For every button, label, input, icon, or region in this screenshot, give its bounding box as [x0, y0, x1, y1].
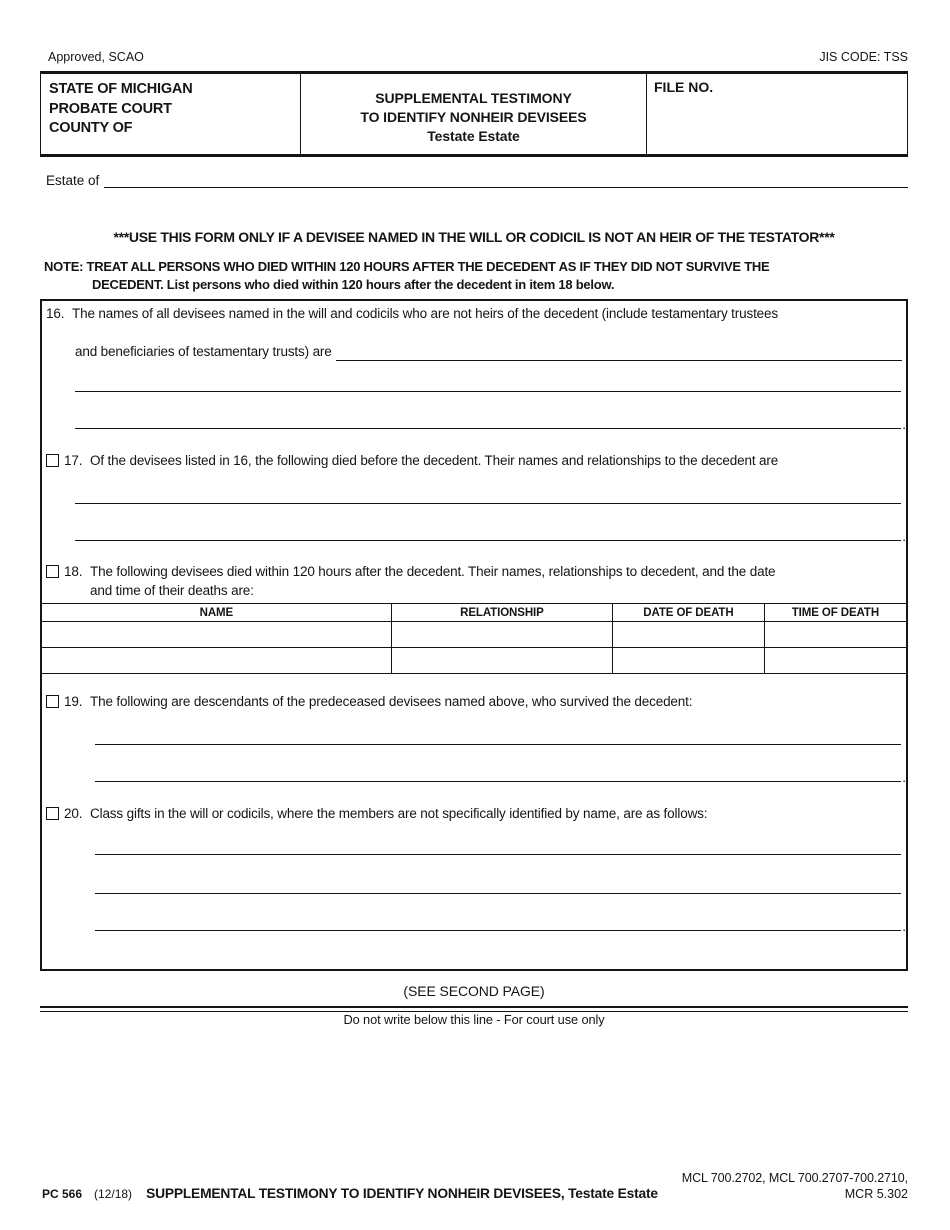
- county-line[interactable]: COUNTY OF: [49, 120, 133, 136]
- estate-of-label: Estate of: [46, 173, 100, 188]
- item-20-number: 20.: [64, 806, 83, 821]
- form-revision: (12/18): [94, 1187, 133, 1201]
- item-19-row: [42, 692, 906, 711]
- item-20-row: [42, 804, 906, 823]
- item-16-field-line2[interactable]: [75, 391, 901, 392]
- court-cell: [41, 74, 301, 154]
- line-end-period: .: [902, 417, 906, 432]
- form-title-line1: SUPPLEMENTAL TESTIMONY: [375, 90, 572, 106]
- col-header-name: NAME: [42, 604, 391, 622]
- state-line: STATE OF MICHIGAN: [49, 81, 193, 97]
- item-20-field-line1[interactable]: [95, 854, 901, 855]
- line-end-period: .: [902, 919, 906, 934]
- line-end-period: .: [902, 770, 906, 785]
- item-17-number: 17.: [64, 453, 83, 468]
- item-17-text: Of the devisees listed in 16, the following died before the decedent. Their names and relationships to the decedent are: [90, 453, 779, 468]
- item-19-field-line2[interactable]: [95, 770, 906, 785]
- item-20-field-line3[interactable]: [95, 919, 906, 934]
- item-20-field-line2[interactable]: [95, 893, 901, 894]
- cell-time-of-death-1[interactable]: [764, 622, 906, 648]
- item-19-number: 19.: [64, 694, 83, 709]
- see-second-page-note: (SEE SECOND PAGE): [403, 983, 545, 999]
- form-title-line2: TO IDENTIFY NONHEIR DEVISEES: [360, 109, 587, 125]
- item-16-line1: The names of all devisees named in the will and codicils who are not heirs of the decedent (include testamentary trustees: [72, 306, 778, 321]
- statute-citations: MCL 700.2702, MCL 700.2707-700.2710,: [681, 1171, 908, 1185]
- line-end-period: .: [902, 529, 906, 544]
- item-17-field-line2[interactable]: [75, 529, 906, 544]
- estate-name-field[interactable]: [104, 170, 908, 188]
- footer-row: [40, 1186, 908, 1201]
- cell-name-2[interactable]: [42, 648, 391, 674]
- item-20-text: Class gifts in the will or codicils, where the members are not specifically identified by name, are as follows:: [90, 806, 708, 821]
- court-line: PROBATE COURT: [49, 100, 172, 117]
- col-header-relationship: RELATIONSHIP: [391, 604, 612, 622]
- item-17-checkbox[interactable]: [46, 454, 59, 467]
- table-row: [42, 648, 906, 674]
- item-18-row: [42, 562, 906, 600]
- cell-date-of-death-1[interactable]: [613, 622, 765, 648]
- item-19-field-line1[interactable]: [95, 744, 901, 745]
- devisees-table: [42, 603, 906, 674]
- cell-relationship-1[interactable]: [391, 622, 612, 648]
- file-no-label: FILE NO.: [654, 79, 714, 95]
- cell-relationship-2[interactable]: [391, 648, 612, 674]
- court-use-note: Do not write below this line - For court use only: [343, 1012, 605, 1027]
- item-18-text: [90, 562, 906, 600]
- item-17-row: [42, 451, 906, 470]
- item-16-text: [42, 304, 906, 323]
- item-18-checkbox[interactable]: [46, 565, 59, 578]
- table-header-row: [42, 604, 906, 622]
- item-16-number: 16.: [46, 306, 65, 321]
- table-row: [42, 622, 906, 648]
- footer-form-title: SUPPLEMENTAL TESTIMONY TO IDENTIFY NONHEIR DEVISEES, Testate Estate: [146, 1186, 658, 1201]
- form-title-line3: Testate Estate: [427, 128, 520, 144]
- item-18-line1: The following devisees died within 120 hours after the decedent. Their names, relationships to decedent, and the date: [90, 564, 776, 579]
- cell-date-of-death-2[interactable]: [613, 648, 765, 674]
- item-19-text: The following are descendants of the predeceased devisees named above, who survived the decedent:: [90, 694, 693, 709]
- item-16-field-line3[interactable]: [75, 417, 906, 432]
- jis-code-label: JIS CODE: TSS: [819, 50, 908, 64]
- estate-of-row: [40, 170, 908, 188]
- form-number: PC 566: [42, 1187, 83, 1201]
- item-16-line2: and beneficiaries of testamentary trusts) are: [75, 344, 332, 359]
- items-box: [40, 299, 908, 971]
- col-header-date-of-death: DATE OF DEATH: [613, 604, 765, 622]
- note-line1: NOTE: TREAT ALL PERSONS WHO DIED WITHIN 120 HOURS AFTER THE DECEDENT AS IF THEY DID NOT SURVIVE THE: [44, 259, 770, 274]
- note-line2: DECEDENT. List persons who died within 120 hours after the decedent in item 18 below.: [92, 276, 615, 292]
- top-row: [40, 50, 908, 64]
- approved-scao-label: Approved, SCAO: [48, 50, 144, 64]
- use-form-warning: ***USE THIS FORM ONLY IF A DEVISEE NAMED IN THE WILL OR CODICIL IS NOT AN HEIR OF THE TESTATOR***: [113, 229, 835, 245]
- cell-name-1[interactable]: [42, 622, 391, 648]
- item-18-number: 18.: [64, 564, 83, 579]
- mcr-citation: MCR 5.302: [844, 1187, 908, 1201]
- col-header-time-of-death: TIME OF DEATH: [764, 604, 906, 622]
- cell-time-of-death-2[interactable]: [764, 648, 906, 674]
- caption-box: [40, 71, 908, 157]
- note-block: [40, 258, 912, 293]
- form-title-cell: [301, 74, 647, 154]
- item-17-field-line1[interactable]: [75, 503, 901, 504]
- item-19-checkbox[interactable]: [46, 695, 59, 708]
- file-no-cell[interactable]: [647, 74, 907, 154]
- item-20-checkbox[interactable]: [46, 807, 59, 820]
- item-16-field-line1[interactable]: [336, 343, 902, 361]
- item-18-line2: and time of their deaths are:: [90, 583, 254, 598]
- item-16-continuation: [75, 342, 902, 361]
